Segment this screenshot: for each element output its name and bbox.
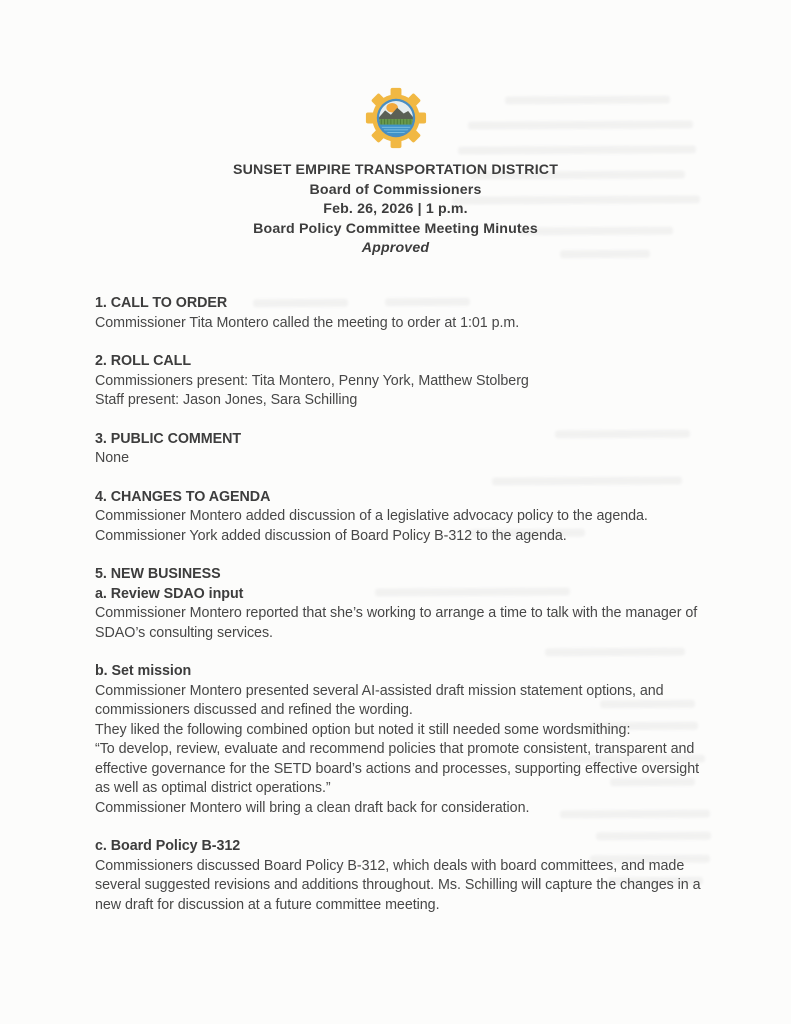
section-paragraph: Commissioner Montero added discussion of a legislative advocacy policy to the agenda. (95, 508, 648, 524)
section-paragraph: Commissioner Montero reported that she’s working to arrange a time to talk with the manager of SDAO’s consulting services. (95, 605, 698, 641)
forest-band (376, 119, 414, 125)
section-roll-call (95, 352, 711, 411)
approval-status: Approved (361, 240, 430, 257)
subsection-heading: b. Set mission (95, 663, 192, 679)
section-paragraph: “To develop, review, evaluate and recommend policies that promote consistent, transparent and effective governance for the SETD board’s actions and processes, supporting effective oversight as well as optimal district operations.” (95, 741, 700, 796)
subsection-heading: c. Board Policy B-312 (95, 838, 241, 854)
section-call-to-order (95, 294, 711, 333)
section-paragraph: Commissioners discussed Board Policy B-312, which deals with board committees, and made several suggested revisions and additions throughout. Ms. Schilling will capture the changes in a new draft for discussion at a future committee meeting. (95, 857, 701, 913)
gear-landscape-icon (360, 86, 432, 150)
meeting-datetime: Feb. 26, 2026 | 1 p.m. (323, 201, 468, 218)
governing-body: Board of Commissioners (309, 181, 482, 198)
document-header (0, 161, 791, 259)
section-set-mission (95, 662, 711, 818)
section-board-policy-b312 (95, 837, 711, 915)
section-public-comment (95, 430, 711, 469)
section-paragraph: Staff present: Jason Jones, Sara Schilling (95, 392, 358, 408)
setd-logo (0, 86, 791, 150)
document-title: Board Policy Committee Meeting Minutes (253, 220, 538, 237)
org-name: SUNSET EMPIRE TRANSPORTATION DISTRICT (232, 162, 559, 178)
section-paragraph: They liked the following combined option but noted it still needed some wordsmithing: (95, 721, 631, 738)
section-paragraph: Commissioner York added discussion of Board Policy B-312 to the agenda. (95, 527, 567, 544)
section-paragraph: None (95, 450, 129, 466)
minutes-body (95, 294, 711, 934)
subsection-heading: a. Review SDAO input (95, 585, 244, 602)
section-heading: 4. CHANGES TO AGENDA (95, 488, 271, 505)
section-heading: 2. ROLL CALL (95, 353, 192, 369)
section-heading: 5. NEW BUSINESS (95, 566, 221, 582)
section-new-business-review-sdao (95, 565, 711, 643)
section-paragraph: Commissioner Tita Montero called the meeting to order at 1:01 p.m. (95, 314, 520, 331)
section-heading: 3. PUBLIC COMMENT (95, 430, 242, 447)
section-changes-to-agenda (95, 488, 711, 547)
section-paragraph: Commissioners present: Tita Montero, Penny York, Matthew Stolberg (95, 372, 529, 389)
section-heading: 1. CALL TO ORDER (95, 295, 228, 311)
section-paragraph: Commissioner Montero presented several AI-assisted draft mission statement options, and commissioners discussed and refined the wording. (95, 682, 664, 718)
section-paragraph: Commissioner Montero will bring a clean draft back for consideration. (95, 799, 530, 816)
